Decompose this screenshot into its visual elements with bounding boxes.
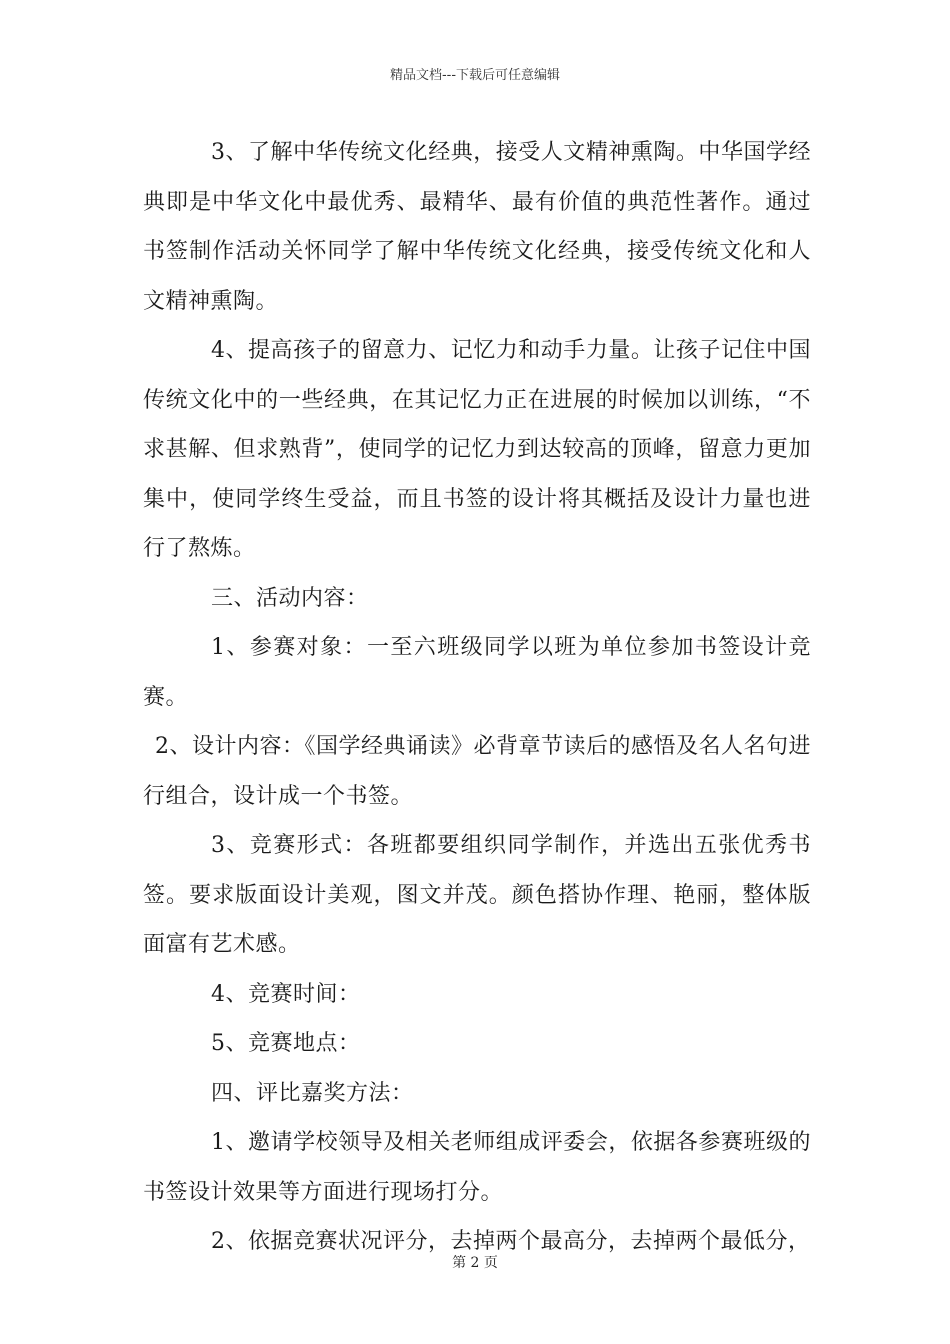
section-heading-award-method: 四、评比嘉奖方法： — [211, 1080, 414, 1106]
paragraph-design-content: 2、设计内容：《国学经典诵读》必背章节读后的感悟及名人名句进行组合，设计成一个书签。 — [143, 734, 811, 809]
page-header: 精品文档---下载后可任意编辑 — [389, 68, 561, 83]
paragraph-judges: 1、邀请学校领导及相关老师组成评委会，依据各参赛班级的书签设计效果等方面进行现场打分。 — [143, 1130, 811, 1205]
paragraph-competition-format: 3、竞赛形式：各班都要组织同学制作，并选出五张优秀书签。要求版面设计美观，图文并茂。颜色搭协作理、艳丽，整体版面富有艺术感。 — [143, 833, 811, 957]
paragraph-competition-time: 4、竞赛时间： — [211, 981, 361, 1007]
paragraph-scoring: 2、依据竞赛状况评分，去掉两个最高分，去掉两个最低分， — [211, 1229, 811, 1254]
paragraph-goal-4: 4、提高孩子的留意力、记忆力和动手力量。让孩子记住中国传统文化中的一些经典，在其记忆力正在进展的时候加以训练，“不求甚解、但求熟背”，使同学的记忆力到达较高的顶峰，留意力更加集中，使同学终生受益，而且书签的设计将其概括及设计力量也进行了熬炼。 — [143, 338, 811, 561]
paragraph-participants: 1、参赛对象：一至六班级同学以班为单位参加书签设计竞赛。 — [143, 635, 811, 710]
paragraph-competition-location: 5、竞赛地点： — [211, 1031, 361, 1056]
section-heading-activity-content: 三、活动内容： — [211, 585, 369, 611]
paragraph-goal-3: 3、了解中华传统文化经典，接受人文精神熏陶。中华国学经典即是中华文化中最优秀、最精华、最有价值的典范性著作。通过书签制作活动关怀同学了解中华传统文化经典，接受传统文化和人文精神熏陶。 — [143, 140, 811, 314]
document-body — [143, 128, 811, 1267]
page-number: 第 2 页 — [452, 1255, 498, 1271]
